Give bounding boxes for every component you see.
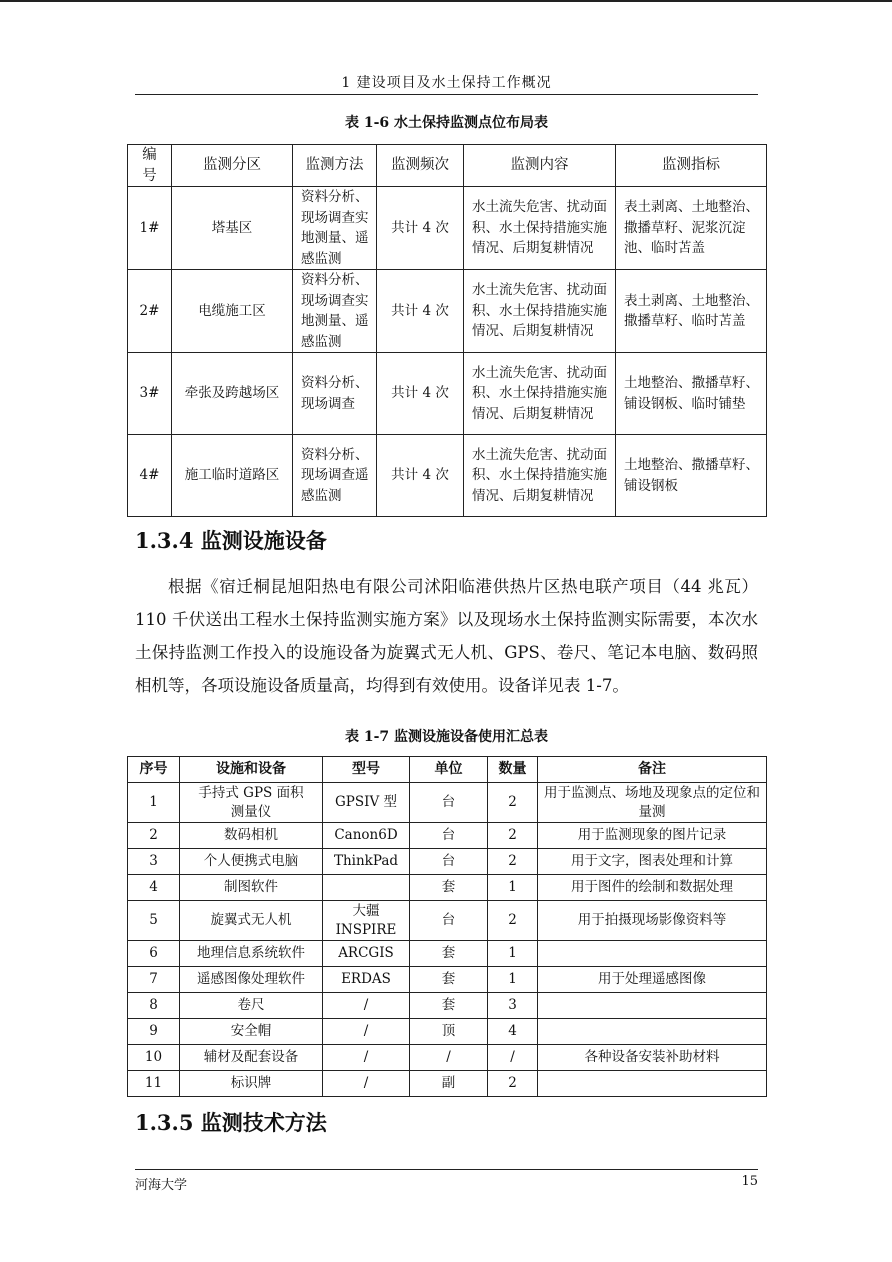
cell-model: / (323, 1019, 410, 1045)
cell-remarks: 用于文字，图表处理和计算 (538, 849, 767, 875)
table-row (128, 849, 767, 875)
col-header-frequency: 监测频次 (377, 145, 464, 187)
cell-frequency: 共计 4 次 (377, 187, 464, 270)
cell-method: 资料分析、现场调查实地测量、遥感监测 (293, 270, 377, 353)
cell-equipment: 辅材及配套设备 (180, 1045, 323, 1071)
cell-seq: 2 (128, 823, 180, 849)
section-heading-1-3-5: 1.3.5 监测技术方法 (135, 1110, 327, 1135)
col-header-remarks: 备注 (538, 757, 767, 783)
col-header-content: 监测内容 (464, 145, 616, 187)
cell-quantity: 3 (488, 993, 538, 1019)
running-header: 1 建设项目及水土保持工作概况 (341, 75, 552, 91)
cell-remarks: 用于图件的绘制和数据处理 (538, 875, 767, 901)
cell-remarks (538, 1071, 767, 1097)
body-paragraph: 根据《宿迁桐昆旭阳热电有限公司沭阳临港供热片区热电联产项目（44 兆瓦）110 千伏送出工程水土保持监测实施方案》以及现场水土保持监测实际需要，本次水土保持监测工作投入的设施设备为旋翼式无人机、GPS、卷尺、笔记本电脑、数码照相机等，各项设施设备质量高，均得到有效使用。设备详见表 1-7。 (135, 577, 758, 695)
cell-quantity: 2 (488, 901, 538, 941)
cell-remarks: 用于监测点、场地及现象点的定位和量测 (538, 783, 767, 823)
table-header-row (128, 145, 767, 187)
cell-remarks (538, 993, 767, 1019)
table-row (128, 783, 767, 823)
cell-model: / (323, 1071, 410, 1097)
cell-quantity: / (488, 1045, 538, 1071)
cell-seq: 4 (128, 875, 180, 901)
cell-seq: 6 (128, 941, 180, 967)
cell-seq: 5 (128, 901, 180, 941)
table-row (128, 823, 767, 849)
cell-quantity: 4 (488, 1019, 538, 1045)
cell-equipment: 个人便携式电脑 (180, 849, 323, 875)
cell-remarks: 用于处理遥感图像 (538, 967, 767, 993)
cell-equipment: 数码相机 (180, 823, 323, 849)
table-1-6-caption: 表 1-6 水土保持监测点位布局表 (344, 115, 549, 131)
cell-unit: 台 (410, 901, 488, 941)
table-row (128, 435, 767, 517)
monitoring-points-table (127, 144, 767, 517)
section-heading-1-3-4: 1.3.4 监测设施设备 (135, 528, 327, 553)
cell-remarks: 用于拍摄现场影像资料等 (538, 901, 767, 941)
cell-frequency: 共计 4 次 (377, 270, 464, 353)
col-header-unit: 单位 (410, 757, 488, 783)
cell-number: 1# (128, 187, 172, 270)
cell-equipment: 遥感图像处理软件 (180, 967, 323, 993)
page-top-border (0, 0, 892, 2)
cell-seq: 11 (128, 1071, 180, 1097)
cell-method: 资料分析、现场调查实地测量、遥感监测 (293, 187, 377, 270)
table-row (128, 875, 767, 901)
cell-quantity: 2 (488, 823, 538, 849)
cell-content: 水土流失危害、扰动面积、水土保持措施实施情况、后期复耕情况 (464, 270, 616, 353)
table-row (128, 353, 767, 435)
table-row (128, 901, 767, 941)
cell-unit: 顶 (410, 1019, 488, 1045)
cell-equipment: 安全帽 (180, 1019, 323, 1045)
cell-number: 3# (128, 353, 172, 435)
col-header-equipment: 设施和设备 (180, 757, 323, 783)
cell-number: 2# (128, 270, 172, 353)
table-row (128, 1019, 767, 1045)
col-header-zone: 监测分区 (172, 145, 293, 187)
col-header-method: 监测方法 (293, 145, 377, 187)
cell-equipment: 旋翼式无人机 (180, 901, 323, 941)
cell-number: 4# (128, 435, 172, 517)
cell-method: 资料分析、现场调查 (293, 353, 377, 435)
cell-model: 大疆 INSPIRE (323, 901, 410, 941)
cell-remarks (538, 1019, 767, 1045)
cell-zone: 牵张及跨越场区 (172, 353, 293, 435)
cell-unit: 副 (410, 1071, 488, 1097)
col-header-number: 编号 (128, 145, 172, 187)
cell-model: Canon6D (323, 823, 410, 849)
cell-unit: 套 (410, 941, 488, 967)
cell-content: 水土流失危害、扰动面积、水土保持措施实施情况、后期复耕情况 (464, 435, 616, 517)
equipment-summary-table (127, 756, 767, 1097)
cell-model: / (323, 1045, 410, 1071)
cell-unit: 台 (410, 823, 488, 849)
cell-seq: 10 (128, 1045, 180, 1071)
col-header-quantity: 数量 (488, 757, 538, 783)
cell-unit: 台 (410, 849, 488, 875)
cell-equipment: 标识牌 (180, 1071, 323, 1097)
footer-institution: 河海大学 (135, 1178, 188, 1193)
cell-remarks: 各种设备安装补助材料 (538, 1045, 767, 1071)
col-header-indicator: 监测指标 (616, 145, 767, 187)
cell-model (323, 875, 410, 901)
cell-quantity: 1 (488, 875, 538, 901)
footer-rule (135, 1169, 758, 1170)
cell-quantity: 2 (488, 783, 538, 823)
cell-equipment: 手持式 GPS 面积测量仪 (180, 783, 323, 823)
cell-zone: 电缆施工区 (172, 270, 293, 353)
table-header-row (128, 757, 767, 783)
cell-remarks: 用于监测现象的图片记录 (538, 823, 767, 849)
cell-indicator: 土地整治、撒播草籽、铺设钢板、临时铺垫 (616, 353, 767, 435)
cell-method: 资料分析、现场调查遥感监测 (293, 435, 377, 517)
cell-quantity: 1 (488, 941, 538, 967)
page-number: 15 (741, 1174, 758, 1189)
table-row (128, 270, 767, 353)
table-row (128, 187, 767, 270)
cell-seq: 3 (128, 849, 180, 875)
cell-indicator: 表土剥离、土地整治、撒播草籽、泥浆沉淀池、临时苫盖 (616, 187, 767, 270)
cell-model: GPSIV 型 (323, 783, 410, 823)
table-1-7-caption: 表 1-7 监测设施设备使用汇总表 (344, 729, 549, 745)
cell-model: / (323, 993, 410, 1019)
cell-model: ERDAS (323, 967, 410, 993)
cell-unit: 套 (410, 993, 488, 1019)
cell-seq: 8 (128, 993, 180, 1019)
cell-frequency: 共计 4 次 (377, 435, 464, 517)
cell-indicator: 土地整治、撒播草籽、铺设钢板 (616, 435, 767, 517)
col-header-seq: 序号 (128, 757, 180, 783)
cell-remarks (538, 941, 767, 967)
cell-unit: 台 (410, 783, 488, 823)
table-row (128, 993, 767, 1019)
cell-content: 水土流失危害、扰动面积、水土保持措施实施情况、后期复耕情况 (464, 187, 616, 270)
header-rule (135, 94, 758, 95)
table-row (128, 941, 767, 967)
cell-quantity: 2 (488, 849, 538, 875)
cell-frequency: 共计 4 次 (377, 353, 464, 435)
table-row (128, 967, 767, 993)
table-row (128, 1045, 767, 1071)
cell-seq: 9 (128, 1019, 180, 1045)
cell-zone: 塔基区 (172, 187, 293, 270)
col-header-model: 型号 (323, 757, 410, 783)
cell-content: 水土流失危害、扰动面积、水土保持措施实施情况、后期复耕情况 (464, 353, 616, 435)
cell-unit: 套 (410, 967, 488, 993)
cell-unit: 套 (410, 875, 488, 901)
cell-seq: 1 (128, 783, 180, 823)
cell-quantity: 2 (488, 1071, 538, 1097)
cell-indicator: 表土剥离、土地整治、撒播草籽、临时苫盖 (616, 270, 767, 353)
cell-model: ThinkPad (323, 849, 410, 875)
cell-equipment: 制图软件 (180, 875, 323, 901)
cell-equipment: 卷尺 (180, 993, 323, 1019)
cell-zone: 施工临时道路区 (172, 435, 293, 517)
cell-unit: / (410, 1045, 488, 1071)
table-row (128, 1071, 767, 1097)
cell-quantity: 1 (488, 967, 538, 993)
cell-model: ARCGIS (323, 941, 410, 967)
cell-equipment: 地理信息系统软件 (180, 941, 323, 967)
cell-seq: 7 (128, 967, 180, 993)
